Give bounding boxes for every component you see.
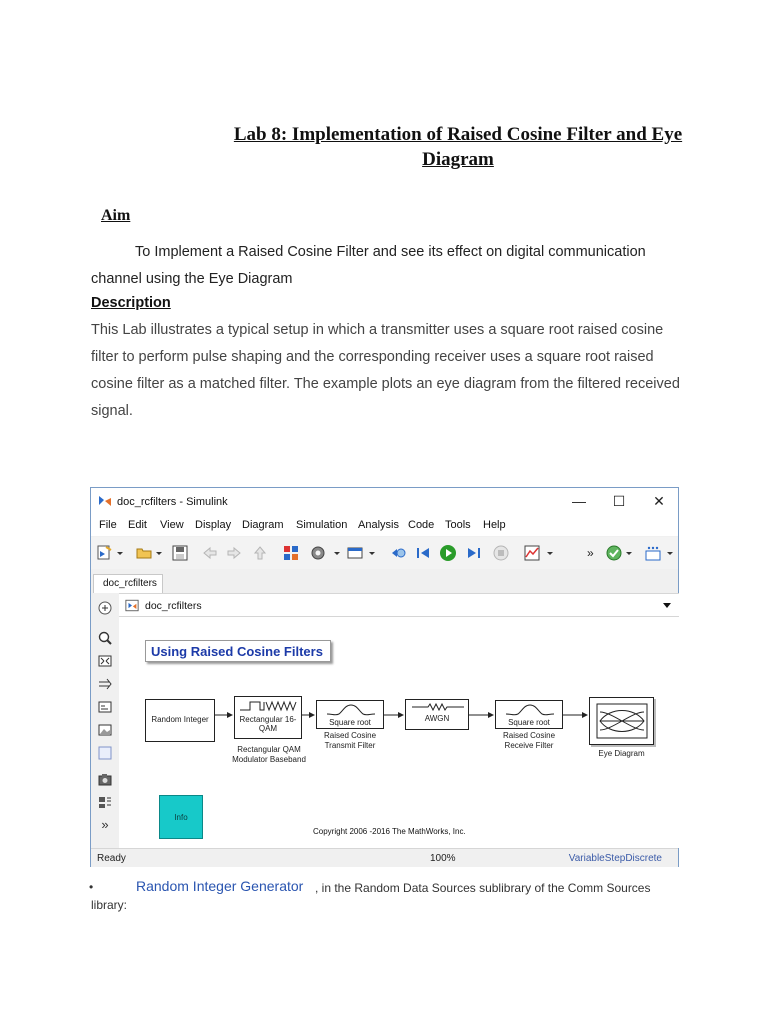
block-label: Rectangular 16-QAM: [239, 715, 297, 733]
stop-icon[interactable]: [492, 544, 510, 562]
block-grid-icon[interactable]: [644, 544, 662, 562]
zoom-icon[interactable]: [97, 630, 113, 646]
back-arrow-icon[interactable]: [201, 544, 219, 562]
tab-label: doc_rcfilters: [103, 578, 157, 589]
forward-arrow-icon[interactable]: [225, 544, 243, 562]
chevron-down-icon[interactable]: [624, 544, 634, 562]
rx-filter-block[interactable]: [495, 700, 563, 729]
model-explorer-icon[interactable]: [346, 544, 364, 562]
menu-analysis[interactable]: Analysis: [358, 519, 399, 531]
rx-filter-caption: Raised Cosine Receive Filter: [502, 731, 556, 750]
status-solver[interactable]: VariableStepDiscrete: [568, 853, 662, 864]
open-folder-icon[interactable]: [135, 544, 153, 562]
status-ready: Ready: [97, 853, 126, 864]
chevron-down-icon[interactable]: [332, 544, 342, 562]
window-titlebar: [91, 488, 678, 516]
step-back-icon[interactable]: [414, 544, 432, 562]
model-browser-icon[interactable]: [97, 794, 113, 810]
random-integer-generator-link[interactable]: Random Integer Generator: [136, 878, 304, 894]
menu-edit[interactable]: Edit: [128, 519, 147, 531]
close-button[interactable]: ✕: [653, 493, 665, 509]
noise-channel-icon: [412, 703, 464, 711]
run-icon[interactable]: [439, 544, 457, 562]
aim-heading: Aim: [101, 207, 131, 224]
scope-icon[interactable]: [523, 544, 541, 562]
fit-to-view-icon[interactable]: [97, 653, 113, 669]
address-text: doc_rcfilters: [145, 600, 202, 612]
hide-explorer-icon[interactable]: [97, 600, 113, 616]
chevron-down-icon[interactable]: [115, 544, 125, 562]
status-bar: [91, 848, 678, 867]
address-bar[interactable]: [119, 593, 679, 617]
camera-icon[interactable]: [97, 771, 113, 787]
minimize-button[interactable]: —: [572, 493, 586, 509]
model-banner: Using Raised Cosine Filters: [145, 640, 331, 662]
model-canvas[interactable]: [119, 617, 679, 848]
toolbar: [91, 537, 678, 569]
filter-response-icon: [327, 703, 375, 717]
window-title: doc_rcfilters - Simulink: [117, 496, 228, 508]
toolbar-overflow-icon[interactable]: »: [587, 546, 594, 560]
chevron-down-icon[interactable]: [154, 544, 164, 562]
chevron-down-icon[interactable]: [665, 544, 675, 562]
block-palette: [91, 593, 119, 848]
block-label: Square root: [508, 718, 550, 727]
eye-diagram-icon: [596, 703, 648, 739]
menu-help[interactable]: Help: [483, 519, 506, 531]
status-zoom: 100%: [430, 853, 456, 864]
menu-tools[interactable]: Tools: [445, 519, 471, 531]
new-model-icon[interactable]: [96, 544, 114, 562]
menu-file[interactable]: File: [99, 519, 117, 531]
eye-diagram-caption: Eye Diagram: [598, 749, 645, 758]
tab-strip: [91, 571, 678, 593]
up-arrow-icon[interactable]: [251, 544, 269, 562]
menu-code[interactable]: Code: [408, 519, 435, 531]
bullet-marker: •: [89, 880, 94, 894]
block-label: Random Integer: [151, 715, 209, 724]
qam-modulator-block[interactable]: [234, 696, 302, 739]
step-forward-icon[interactable]: [465, 544, 483, 562]
aim-text: To Implement a Raised Cosine Filter and see its effect on digital communication channel using the Eye Diagram: [91, 244, 646, 287]
awgn-block[interactable]: [405, 699, 469, 730]
model-icon: [125, 599, 139, 612]
chevron-down-icon[interactable]: [662, 600, 672, 610]
save-icon[interactable]: [171, 544, 189, 562]
model-advisor-icon[interactable]: [605, 544, 623, 562]
gear-icon[interactable]: [309, 544, 327, 562]
qam-modulator-caption: Rectangular QAM Modulator Baseband: [232, 745, 306, 764]
menu-diagram[interactable]: Diagram: [242, 519, 284, 531]
bullet-text: , in the Random Data Sources sublibrary of the Comm Sources: [315, 881, 651, 895]
palette-overflow-icon[interactable]: »: [101, 817, 109, 832]
menu-display[interactable]: Display: [195, 519, 232, 531]
annotation-icon[interactable]: [97, 699, 113, 715]
menu-view[interactable]: View: [160, 519, 184, 531]
simulink-window: [90, 487, 679, 867]
tx-filter-caption: Raised Cosine Transmit Filter: [323, 731, 377, 750]
random-integer-block[interactable]: [145, 699, 215, 742]
eye-diagram-block[interactable]: [589, 697, 654, 745]
block-label: AWGN: [424, 714, 450, 723]
image-icon[interactable]: [97, 722, 113, 738]
arrow-right-icon[interactable]: [97, 676, 113, 692]
document-title: Lab 8: Implementation of Raised Cosine Filter and Eye Diagram: [233, 124, 683, 170]
description-heading: Description: [91, 295, 171, 311]
library-browser-icon[interactable]: [282, 544, 300, 562]
area-icon[interactable]: [97, 745, 113, 761]
maximize-button[interactable]: ☐: [612, 493, 626, 509]
tab-doc-rcfilters[interactable]: [93, 574, 163, 593]
filter-response-icon: [506, 703, 554, 717]
update-diagram-icon[interactable]: [389, 544, 407, 562]
chevron-down-icon[interactable]: [545, 544, 555, 562]
menu-bar: [91, 516, 678, 536]
description-text: This Lab illustrates a typical setup in which a transmitter uses a square root raised cosine filter to perform pulse shaping and the corresponding receiver uses a square root raised cosine filter as a matched filter. The example plots an eye diagram from the filtered received signal.: [91, 322, 680, 419]
simulink-logo-icon: [97, 494, 113, 508]
tx-filter-block[interactable]: [316, 700, 384, 729]
info-block[interactable]: Info: [159, 795, 203, 839]
bullet-text-continued: library:: [91, 898, 128, 912]
chevron-down-icon[interactable]: [367, 544, 377, 562]
block-label: Square root: [329, 718, 371, 727]
qam-waveform-icon: [240, 700, 298, 712]
menu-simulation[interactable]: Simulation: [296, 519, 348, 531]
copyright-text: Copyright 2006 -2016 The MathWorks, Inc.: [313, 827, 466, 836]
